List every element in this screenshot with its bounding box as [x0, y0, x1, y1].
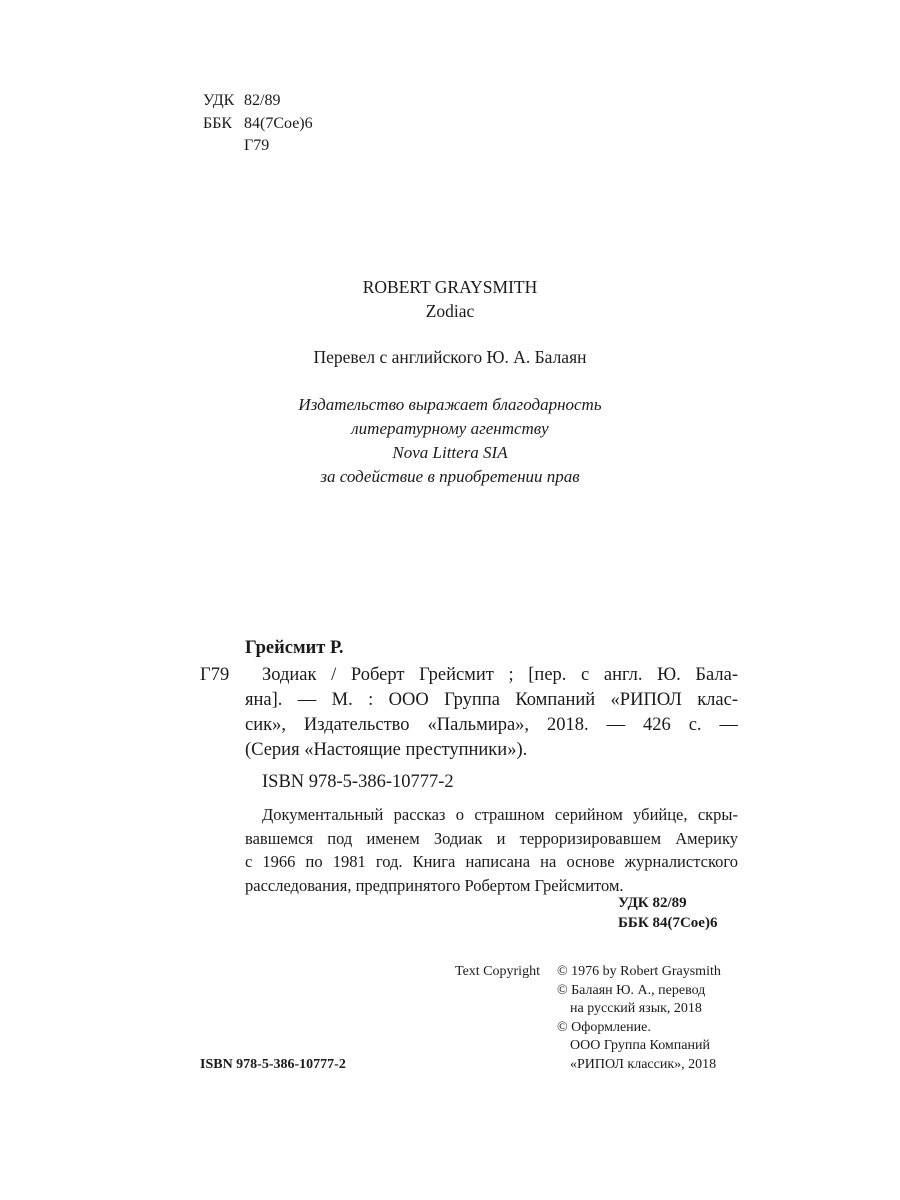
annotation-line: вавшемся под именем Зодиак и терроризировавшем Америку: [245, 828, 738, 848]
catalog-heading: Грейсмит Р.: [245, 638, 344, 658]
annotation-line: расследования, предпринятого Робертом Грейсмитом.: [245, 875, 624, 895]
copyright-line: © 1976 by Robert Graysmith: [557, 964, 721, 979]
top-udk-value: 82/89: [244, 92, 281, 109]
copyright-line: «РИПОЛ классик», 2018: [570, 1056, 717, 1072]
catalog-description-line: (Серия «Настоящие преступники»).: [245, 740, 528, 760]
copyright-line: © Оформление.: [557, 1019, 651, 1035]
catalog-mark: Г79: [200, 665, 230, 685]
catalog-description: [245, 663, 738, 763]
catalog-description-line: сик», Издательство «Пальмира», 2018. — 426 с. —: [245, 715, 738, 735]
acknowledgement-line: Nova Littera SIA: [392, 443, 508, 462]
copyright-label: Text Copyright: [455, 964, 540, 979]
copyright-line: © Балаян Ю. А., перевод: [557, 982, 706, 998]
annotation-line: Документальный рассказ о страшном серийном убийце, скры-: [262, 805, 738, 824]
top-bbk-label: ББК: [203, 115, 233, 132]
annotation-line: с 1966 по 1981 год. Книга написана на основе журналистского: [245, 852, 738, 871]
top-bbk-value: 84(7Сое)6: [244, 115, 313, 132]
copyright-line: на русский язык, 2018: [570, 1001, 702, 1016]
translator-line: Перевел с английского Ю. А. Балаян: [313, 347, 587, 367]
top-author-mark: Г79: [244, 137, 270, 154]
footer-isbn: ISBN 978-5-386-10777-2: [200, 1056, 346, 1072]
annotation: [245, 803, 738, 897]
catalog-isbn: ISBN 978-5-386-10777-2: [262, 772, 454, 792]
original-title: Zodiac: [425, 301, 475, 321]
original-author: ROBERT GRAYSMITH: [362, 277, 538, 297]
catalog-description-line: Зодиак / Роберт Грейсмит ; [пер. с англ. Ю. Бала-: [262, 665, 738, 685]
bottom-udk: УДК 82/89: [618, 895, 687, 911]
acknowledgement-line: за содействие в приобретении прав: [320, 467, 580, 486]
copyright-line: ООО Группа Компаний: [570, 1038, 710, 1053]
top-udk-label: УДК: [203, 92, 235, 109]
acknowledgement-line: литературному агентству: [351, 419, 549, 438]
catalog-description-line: яна]. — М. : ООО Группа Компаний «РИПОЛ клас-: [245, 690, 738, 710]
acknowledgement-line: Издательство выражает благодарность: [298, 395, 602, 414]
bottom-bbk: ББК 84(7Сое)6: [618, 915, 718, 931]
